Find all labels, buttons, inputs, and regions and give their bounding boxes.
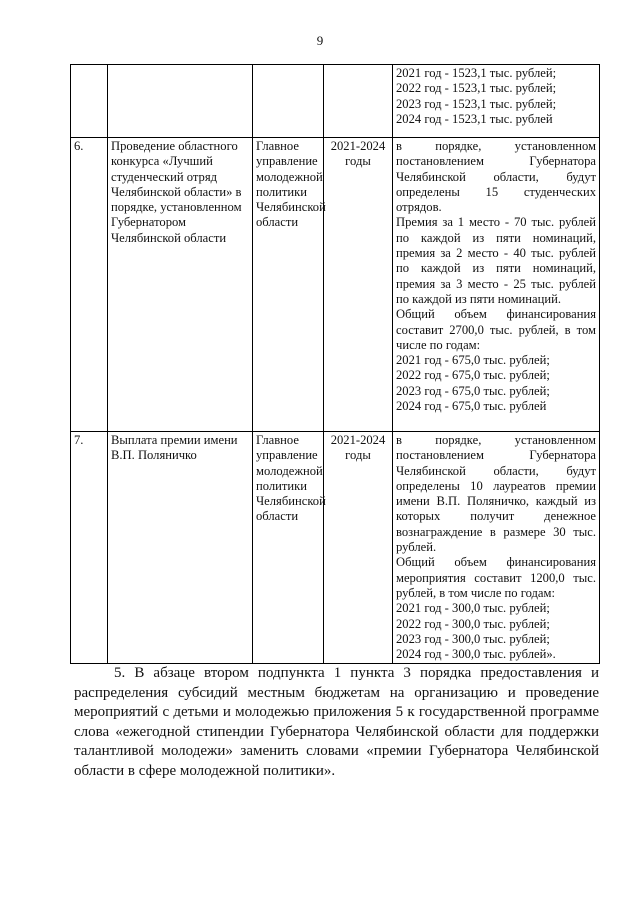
funding-line: 2024 год - 300,0 тыс. рублей». [396,647,556,662]
cell-num: 6. [71,138,108,432]
funding-line: 2021 год - 300,0 тыс. рублей; [396,601,550,616]
description-line: Общий объем финансирования составит 2700,0 тыс. рублей, в том числе по годам: [396,307,596,352]
cell-description [393,65,600,138]
cell-executor: Главное управление молодежной политики Челябинской области [253,432,324,664]
funding-line: 2024 год - 675,0 тыс. рублей [396,399,547,414]
cell-years [324,65,393,138]
cell-description [393,138,600,432]
funding-line: 2021 год - 675,0 тыс. рублей; [396,353,550,368]
page-number: 9 [316,33,324,48]
cell-name [108,65,253,138]
table-row [71,138,600,432]
funding-line: 2022 год - 300,0 тыс. рублей; [396,616,550,631]
program-table [70,64,600,664]
cell-executor [253,65,324,138]
cell-name: Выплата премии имени В.П. Поляничко [108,432,253,664]
description-line: в порядке, установленном постановлением Губернатора Челябинской области, будут определены 15 студенческих отрядов. [396,139,596,215]
cell-num: 7. [71,432,108,664]
funding-line: 2023 год - 675,0 тыс. рублей; [396,383,550,398]
table-row [71,432,600,664]
amendment-paragraph: 5. В абзаце втором подпункта 1 пункта 3 порядка предоставления и распределения субсидий местным бюджетам на организацию и проведение мероприятий с детьми и молодежью приложения 5 к государственной программе слова «ежегодной стипендии Губернатора Челябинской области для поддержки талантливой молодежи» заменить словами «премии Губернатора Челябинской области в сфере молодежной политики». [74,665,599,779]
funding-line: 2022 год - 675,0 тыс. рублей; [396,368,550,383]
funding-line: 2021 год - 1523,1 тыс. рублей; [396,66,557,80]
cell-description [393,432,600,664]
cell-num [71,65,108,138]
cell-years: 2021-2024 годы [324,138,393,432]
description-line: Премия за 1 место - 70 тыс. рублей по каждой из пяти номинаций, премия за 2 место - 40 тыс. рублей по каждой из пяти номинаций, премия за 3 место - 25 тыс. рублей по каждой из пяти номинаций. [396,215,596,306]
funding-line: 2023 год - 300,0 тыс. рублей; [396,631,550,646]
description-line: в порядке, установленном постановлением Губернатора Челябинской области, будут определены 10 лауреатов премии имени В.П. Поляничко, каждый из которых получит денежное вознаграждение в размере 30 тыс. рублей. [396,433,596,555]
cell-name: Проведение областного конкурса «Лучший студенческий отряд Челябинской области» в порядке, установленном Губернатором Челябинской области [108,138,253,432]
description-line: Общий объем финансирования мероприятия составит 1200,0 тыс. рублей, в том числе по годам: [396,555,596,600]
funding-line: 2022 год - 1523,1 тыс. рублей; [396,81,557,96]
funding-line: 2024 год - 1523,1 тыс. рублей [396,111,553,126]
funding-line: 2023 год - 1523,1 тыс. рублей; [396,96,557,111]
table-row [71,65,600,138]
cell-years: 2021-2024 годы [324,432,393,664]
cell-executor: Главное управление молодежной политики Челябинской области [253,138,324,432]
